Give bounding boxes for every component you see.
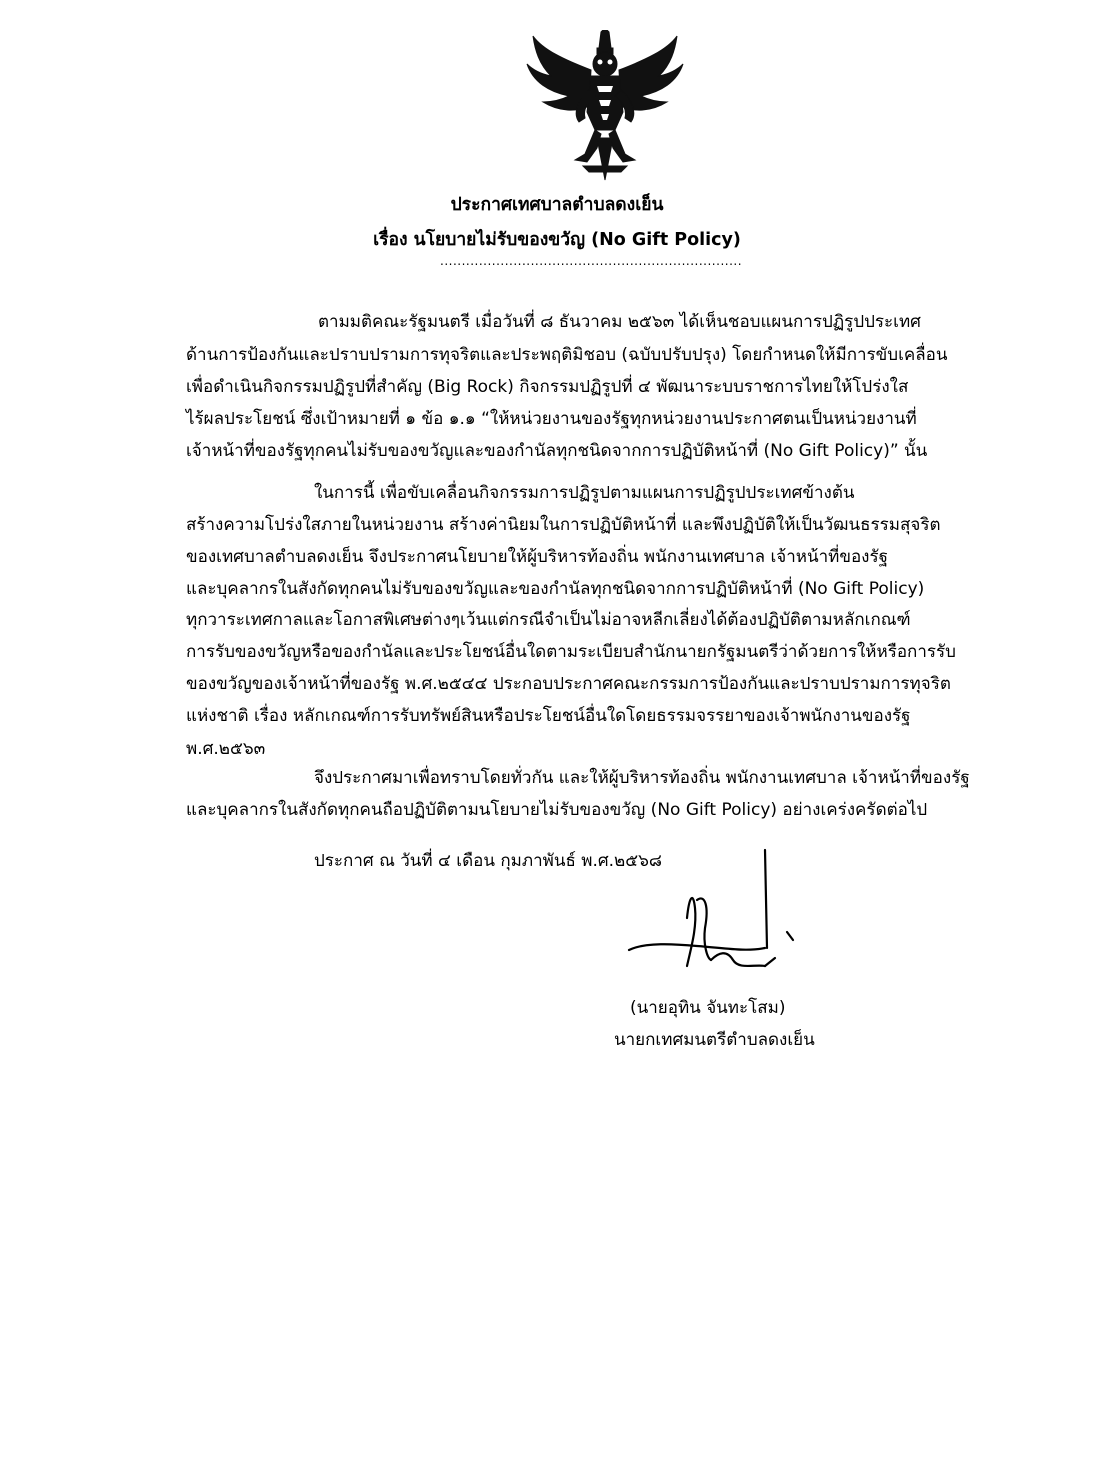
para2-line: ของเทศบาลตำบลดงเย็น จึงประกาศนโยบายให้ผู้บริหารท้องถิ่น พนักงานเทศบาล เจ้าหน้าที่ของรัฐ bbox=[186, 547, 888, 567]
para2-line: และบุคลากรในสังกัดทุกคนไม่รับของขวัญและของกำนัลทุกชนิดจากการปฏิบัติหน้าที่ (No Gift Policy) bbox=[186, 579, 925, 599]
para2-line: การรับของขวัญหรือของกำนัลและประโยชน์อื่นใดตามระเบียบสำนักนายกรัฐมนตรีว่าด้วยการให้หรือการรับ bbox=[186, 642, 956, 662]
para2-line: แห่งชาติ เรื่อง หลักเกณฑ์การรับทรัพย์สินหรือประโยชน์อื่นใดโดยธรรมจรรยาของเจ้าพนักงานของรัฐ bbox=[186, 706, 911, 726]
signer-position: นายกเทศมนตรีตำบลดงเย็น bbox=[614, 1030, 815, 1050]
handwritten-signature bbox=[615, 848, 805, 998]
signer-name: (นายอุทิน จันทะโสม) bbox=[630, 998, 786, 1018]
para2-line: สร้างความโปร่งใสภายในหน่วยงาน สร้างค่านิยมในการปฏิบัติหน้าที่ และพึงปฏิบัติให้เป็นวัฒนธรรมสุจริต bbox=[186, 515, 941, 535]
para2-line: ทุกวาระเทศกาลและโอกาสพิเศษต่างๆเว้นแต่กรณีจำเป็นไม่อาจหลีกเลี่ยงได้ต้องปฏิบัติตามหลักเกณฑ์ bbox=[186, 610, 911, 630]
announcement-date: ประกาศ ณ วันที่ ๔ เดือน กุมภาพันธ์ พ.ศ.๒๕๖๘ bbox=[314, 851, 663, 871]
document-subject: เรื่อง นโยบายไม่รับของขวัญ (No Gift Policy) bbox=[373, 230, 741, 250]
document-title: ประกาศเทศบาลตำบลดงเย็น bbox=[450, 195, 664, 215]
para2-line: ของขวัญของเจ้าหน้าที่ของรัฐ พ.ศ.๒๕๔๔ ประกอบประกาศคณะกรรมการป้องกันและปราบปรามการทุจริต bbox=[186, 674, 951, 694]
title-divider: ...................................................................... bbox=[440, 254, 743, 268]
para2-line: ในการนี้ เพื่อขับเคลื่อนกิจกรรมการปฏิรูปตามแผนการปฏิรูปประเทศข้างต้น bbox=[314, 483, 855, 503]
garuda-emblem bbox=[525, 30, 685, 185]
para2-line: พ.ศ.๒๕๖๓ bbox=[186, 739, 266, 759]
para1-line: เพื่อดำเนินกิจกรรมปฏิรูปที่สำคัญ (Big Rock) กิจกรรมปฏิรูปที่ ๔ พัฒนาระบบราชการไทยให้โปร่งใส bbox=[186, 377, 909, 397]
para1-line: เจ้าหน้าที่ของรัฐทุกคนไม่รับของขวัญและของกำนัลทุกชนิดจากการปฏิบัติหน้าที่ (No Gift Policy)” นั้น bbox=[186, 441, 928, 461]
para3-line: จึงประกาศมาเพื่อทราบโดยทั่วกัน และให้ผู้บริหารท้องถิ่น พนักงานเทศบาล เจ้าหน้าที่ของรัฐ bbox=[314, 768, 970, 788]
para1-line: ตามมติคณะรัฐมนตรี เมื่อวันที่ ๘ ธันวาคม ๒๕๖๓ ได้เห็นชอบแผนการปฏิรูปประเทศ bbox=[318, 312, 921, 332]
para1-line: ไร้ผลประโยชน์ ซึ่งเป้าหมายที่ ๑ ข้อ ๑.๑ “ให้หน่วยงานของรัฐทุกหน่วยงานประกาศตนเป็นหน่วยงานที่ bbox=[186, 409, 917, 429]
para1-line: ด้านการป้องกันและปราบปรามการทุจริตและประพฤติมิชอบ (ฉบับปรับปรุง) โดยกำหนดให้มีการขับเคลื่อน bbox=[186, 345, 948, 365]
para3-line: และบุคลากรในสังกัดทุกคนถือปฏิบัติตามนโยบายไม่รับของขวัญ (No Gift Policy) อย่างเคร่งครัดต่อไป bbox=[186, 800, 928, 820]
